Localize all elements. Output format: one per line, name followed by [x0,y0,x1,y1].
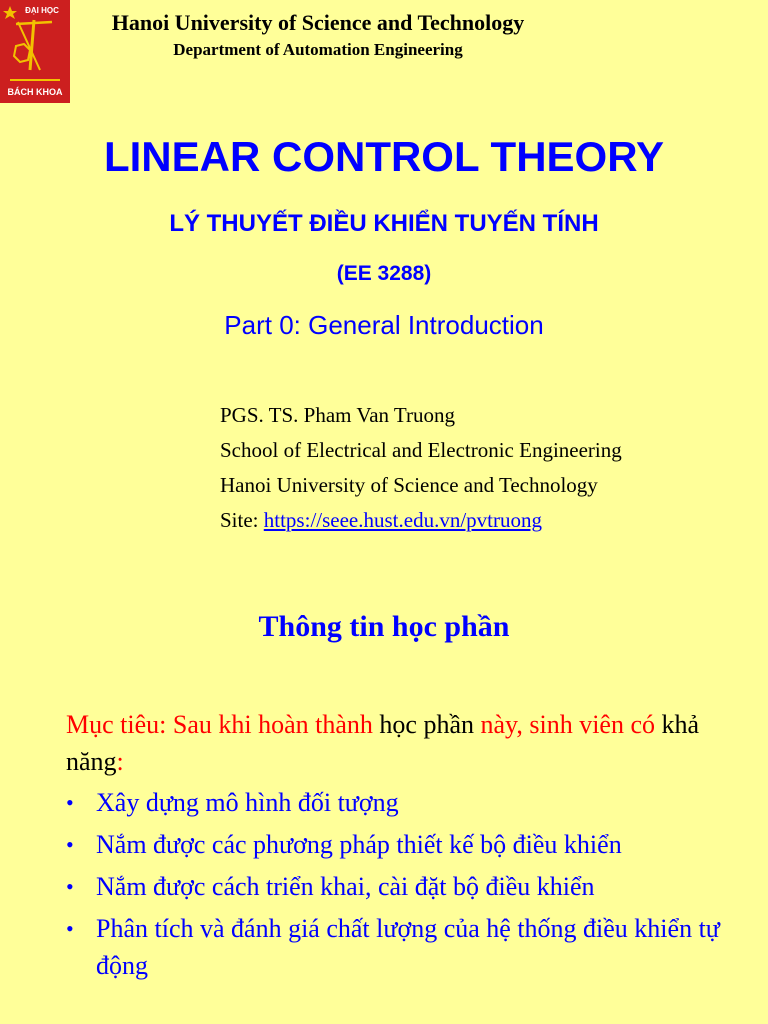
list-item: • Nắm được các phương pháp thiết kế bộ điều khiển [96,826,736,863]
university-logo [0,0,70,103]
part-subtitle: Part 0: General Introduction [224,310,544,340]
objective-text [66,706,746,780]
objective-list [96,784,736,989]
list-item: • Xây dựng mô hình đối tượng [96,784,736,821]
logo-text-top: ĐẠI HỌC [25,6,59,15]
objective-part-2: học phần [379,710,474,739]
list-item: • Phân tích và đánh giá chất lượng của hệ thống điều khiển tự động [96,910,736,984]
course-code: (EE 3288) [336,262,432,285]
slide-title-vietnamese: LÝ THUYẾT ĐIỀU KHIỂN TUYẾN TÍNH [169,210,599,237]
site-link[interactable]: https://seee.hust.edu.vn/pvtruong [263,508,542,532]
section-title: Thông tin học phần [258,610,510,643]
logo-text-bottom: BÁCH KHOA [7,87,63,97]
objective-part-1: Mục tiêu: Sau khi hoàn thành [66,710,380,739]
author-block [220,398,622,538]
objective-part-3: này, sinh viên có [474,710,662,739]
slide-title: LINEAR CONTROL THEORY [103,133,664,180]
department-name: Department of Automation Engineering [173,40,463,59]
author-name: PGS. TS. Pham Van Truong [220,403,455,427]
objective-part-5: : [116,747,124,776]
university-name: Hanoi University of Science and Technology [111,10,525,35]
list-item: • Nắm được cách triển khai, cài đặt bộ điều khiển [96,868,736,905]
site-label: Site: [220,508,264,532]
author-university: Hanoi University of Science and Technology [220,473,598,497]
objective-part-4: khả năng [66,710,700,776]
author-school: School of Electrical and Electronic Engineering [220,438,622,462]
author-site [220,503,622,538]
